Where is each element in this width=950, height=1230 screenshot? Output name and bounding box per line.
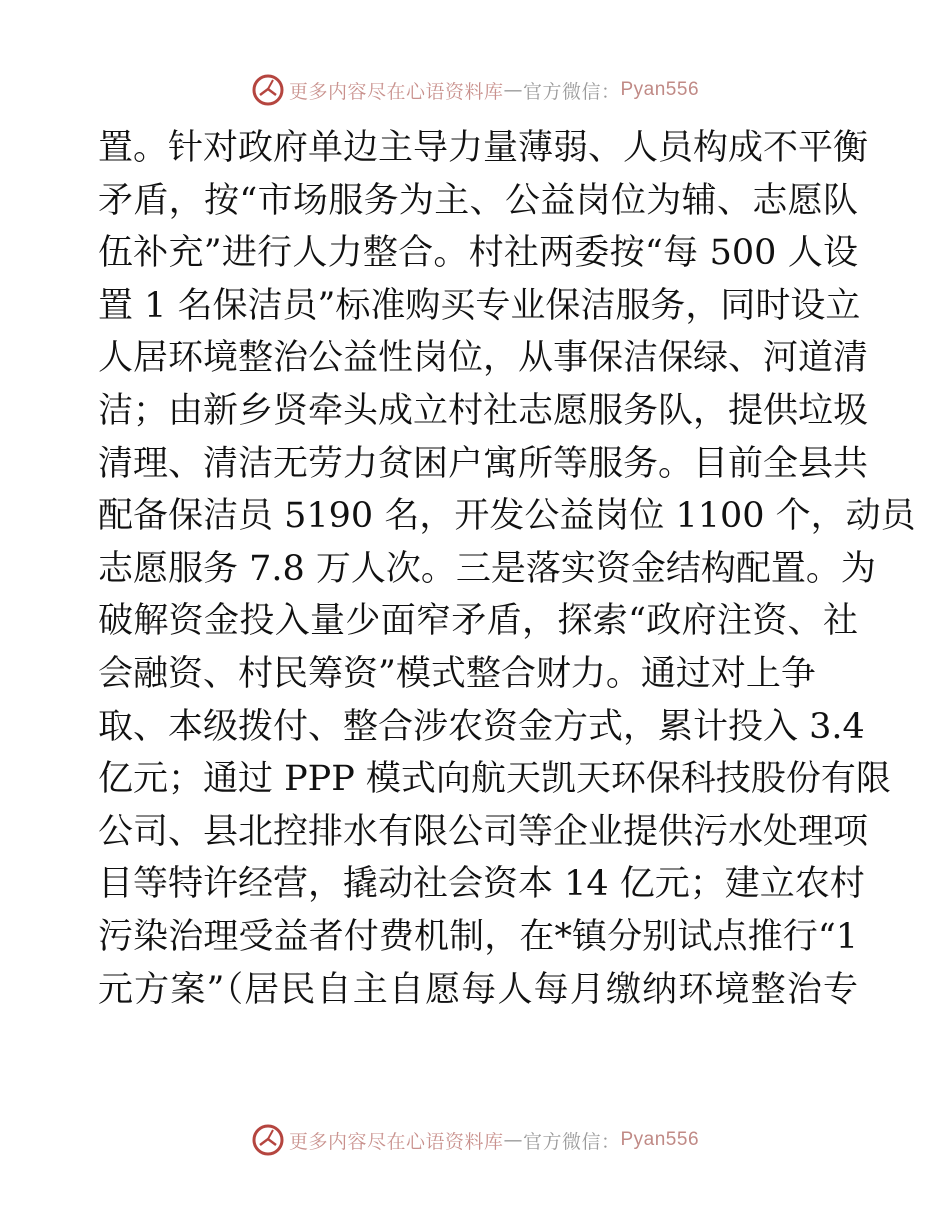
body-line: 伍补充”进行人力整合。村社两委按“每 500 人设 — [98, 233, 858, 274]
body-line: 配备保洁员 5190 名，开发公益岗位 1100 个，动员 — [98, 496, 916, 537]
body-line: 污染治理受益者付费机制，在*镇分别试点推行“1 — [98, 916, 858, 957]
watermark-wechat-id: Pyan556 — [620, 79, 700, 100]
body-line: 元方案”（居民自主自愿每人每月缴纳环境整治专 — [98, 969, 858, 1010]
body-line: 人居环境整治公益性岗位，从事保洁保绿、河道清 — [98, 338, 869, 379]
watermark-main-text: 更多内容尽在心语资料库 — [288, 1130, 504, 1153]
body-line: 取、本级拨付、整合涉农资金方式，累计投入 3.4 — [98, 706, 865, 747]
body-line: 亿元；通过 PPP 模式向航天凯天环保科技股份有限 — [98, 759, 891, 800]
body-line: 志愿服务 7.8 万人次。三是落实资金结构配置。为 — [98, 548, 876, 589]
watermark-sub-text: 官方微信： — [522, 1130, 621, 1153]
watermark-separator: — — [503, 79, 523, 101]
body-line: 矛盾，按“市场服务为主、公益岗位为辅、志愿队 — [98, 180, 858, 221]
watermark-wechat-id: Pyan556 — [620, 1129, 700, 1150]
watermark-main-text: 更多内容尽在心语资料库 — [288, 80, 504, 103]
book-quill-logo-icon — [251, 73, 285, 107]
watermark-sub-text: 官方微信： — [522, 80, 621, 103]
body-line: 置。针对政府单边主导力量薄弱、人员构成不平衡 — [98, 128, 869, 168]
body-line: 洁；由新乡贤牵头成立村社志愿服务队，提供垃圾 — [98, 390, 869, 431]
body-line: 目等特许经营，撬动社会资本 14 亿元；建立农村 — [98, 864, 865, 905]
footer-watermark — [0, 1120, 950, 1160]
body-line: 会融资、村民筹资”模式整合财力。通过对上争 — [98, 653, 816, 694]
header-watermark — [0, 70, 950, 110]
body-line: 置 1 名保洁员”标准购买专业保洁服务，同时设立 — [98, 285, 861, 326]
watermark-separator: — — [503, 1129, 523, 1151]
body-line: 清理、清洁无劳力贫困户寓所等服务。目前全县共 — [98, 443, 869, 484]
body-line: 破解资金投入量少面窄矛盾，探索“政府注资、社 — [98, 601, 858, 642]
book-quill-logo-icon — [251, 1123, 285, 1157]
document-body — [98, 122, 916, 1016]
body-line: 公司、县北控排水有限公司等企业提供污水处理项 — [98, 811, 869, 852]
